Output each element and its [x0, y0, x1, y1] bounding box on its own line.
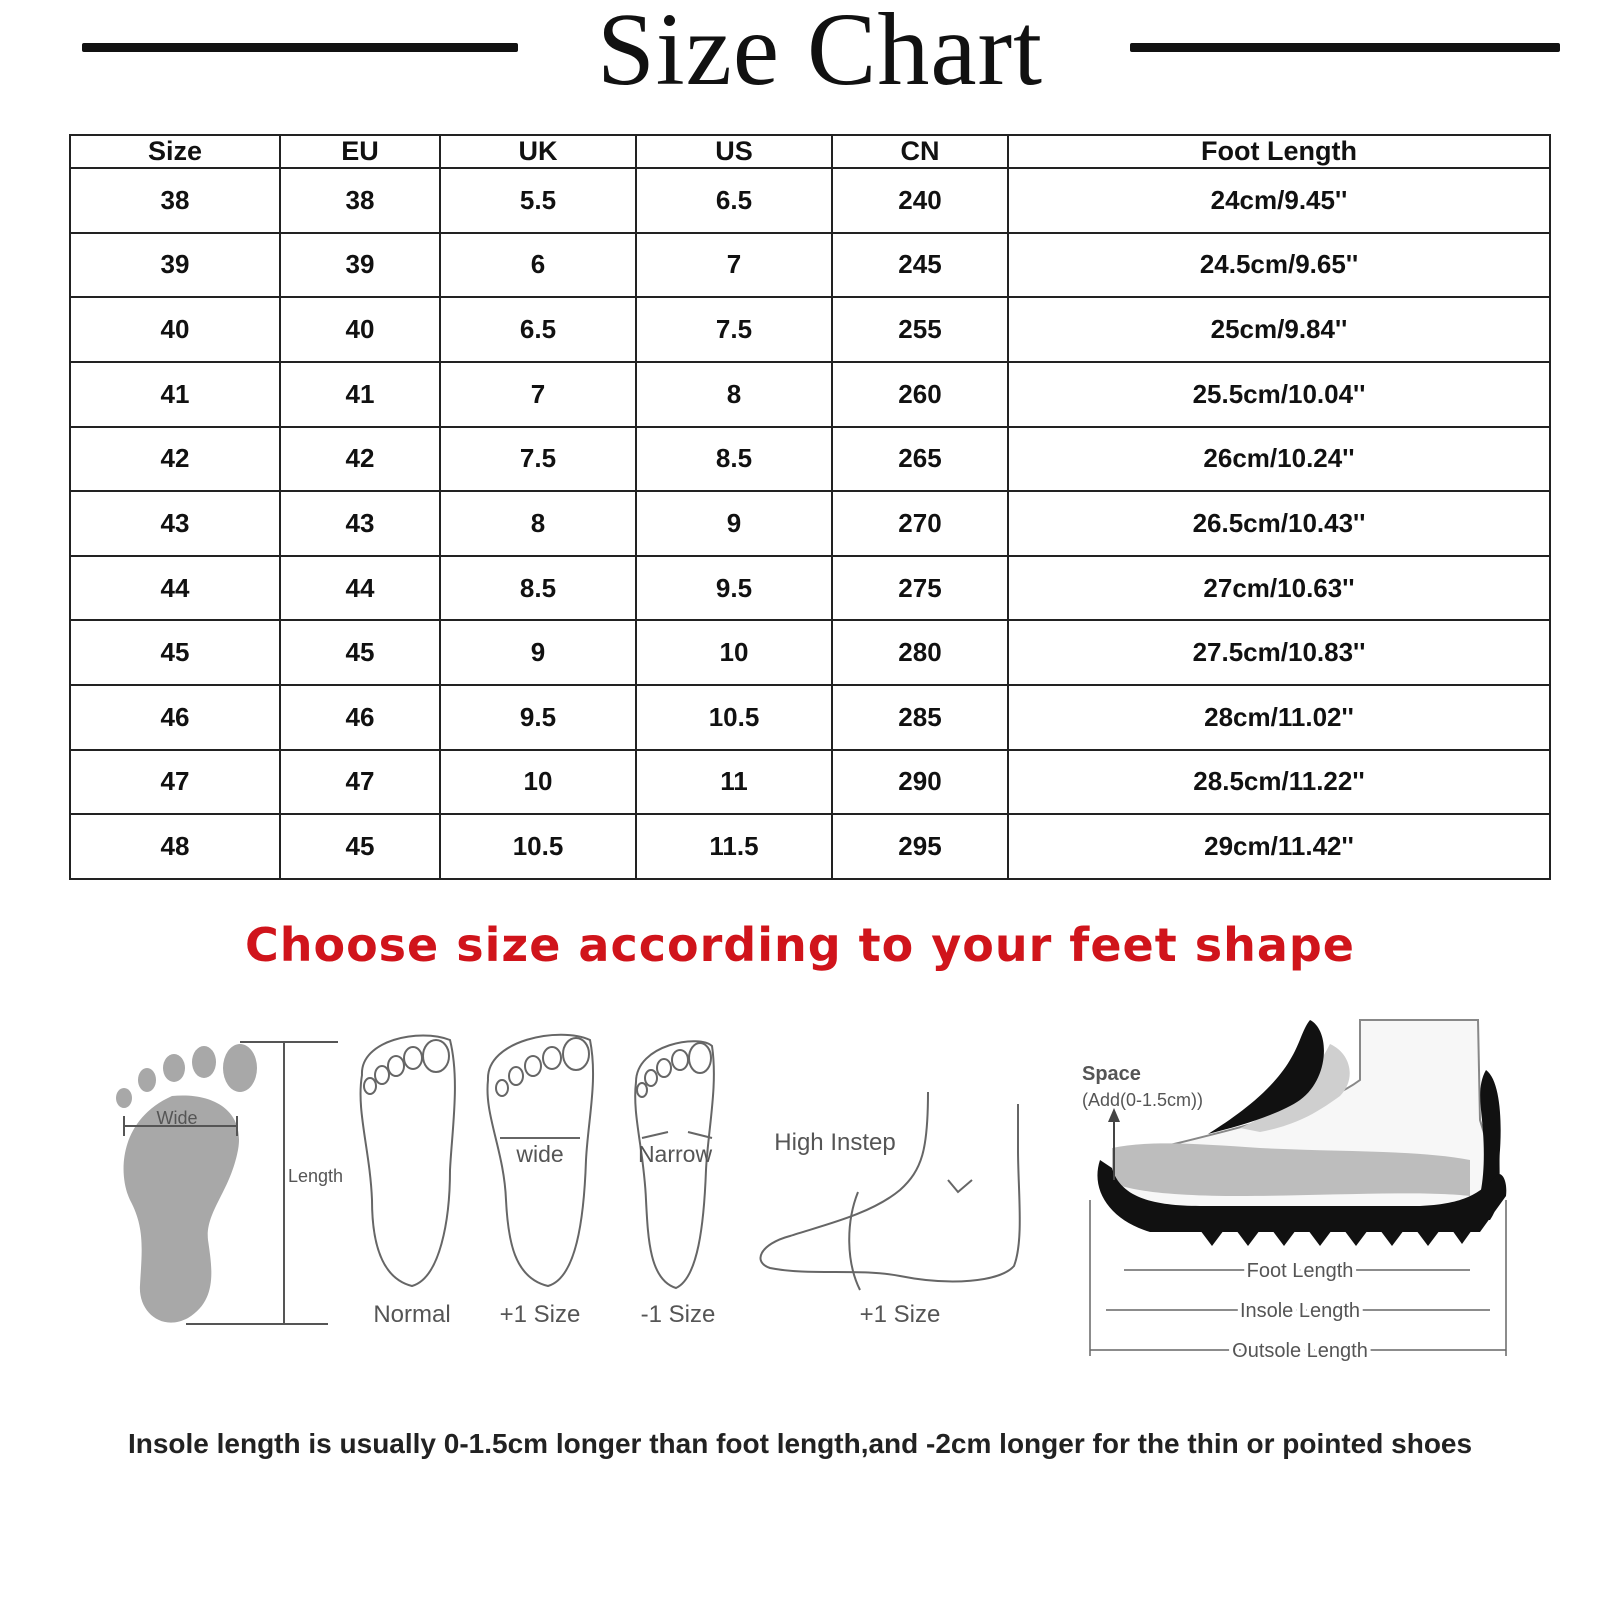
table-cell: 5.5	[440, 168, 636, 233]
table-cell: 24.5cm/9.65''	[1008, 233, 1550, 298]
table-cell: 43	[280, 491, 440, 556]
header-us: US	[636, 135, 832, 168]
footprint-illustration	[116, 1042, 343, 1324]
insole-footnote: Insole length is usually 0-1.5cm longer than foot length,and -2cm longer for the thin or pointed shoes	[127, 1428, 1473, 1459]
foot-wide	[487, 1035, 593, 1328]
table-cell: 28cm/11.02''	[1008, 685, 1550, 750]
shoe-cross-section	[1082, 1020, 1506, 1362]
table-cell: 42	[280, 427, 440, 492]
table-cell: 9	[440, 620, 636, 685]
instep-caption: +1 Size	[859, 1301, 941, 1328]
table-cell: 9	[636, 491, 832, 556]
header-foot-length: Foot Length	[1008, 135, 1550, 168]
table-cell: 38	[70, 168, 280, 233]
title-rule-right	[1130, 43, 1560, 52]
table-cell: 11	[636, 750, 832, 815]
title-banner	[0, 0, 1600, 110]
foot-shape-diagrams	[0, 1000, 1600, 1400]
title-rule-left	[82, 43, 518, 52]
table-row	[70, 297, 1550, 362]
table-cell: 25cm/9.84''	[1008, 297, 1550, 362]
table-cell: 280	[832, 620, 1008, 685]
table-cell: 44	[70, 556, 280, 621]
table-cell: 10	[440, 750, 636, 815]
table-cell: 26.5cm/10.43''	[1008, 491, 1550, 556]
shoe-tread	[1200, 1230, 1472, 1246]
foot-normal	[361, 1035, 455, 1328]
table-cell: 11.5	[636, 814, 832, 879]
table-cell: 295	[832, 814, 1008, 879]
header-cn: CN	[832, 135, 1008, 168]
table-row	[70, 491, 1550, 556]
foot-length-dimension: Foot Length	[1246, 1260, 1354, 1282]
table-cell: 41	[280, 362, 440, 427]
table-cell: 29cm/11.42''	[1008, 814, 1550, 879]
foot-normal-caption: Normal	[373, 1301, 451, 1328]
table-cell: 290	[832, 750, 1008, 815]
table-cell: 40	[70, 297, 280, 362]
table-cell: 45	[70, 620, 280, 685]
table-cell: 245	[832, 233, 1008, 298]
table-cell: 260	[832, 362, 1008, 427]
table-cell: 265	[832, 427, 1008, 492]
table-cell: 39	[280, 233, 440, 298]
table-cell: 24cm/9.45''	[1008, 168, 1550, 233]
foot-high-instep	[760, 1092, 1019, 1328]
shoe-space-note: (Add(0-1.5cm))	[1082, 1090, 1204, 1110]
table-row	[70, 168, 1550, 233]
table-cell: 7	[636, 233, 832, 298]
table-cell: 275	[832, 556, 1008, 621]
table-cell: 6.5	[440, 297, 636, 362]
table-cell: 7	[440, 362, 636, 427]
table-cell: 40	[280, 297, 440, 362]
foot-wide-annotation: wide	[516, 1141, 564, 1167]
insole-length-dimension: Insole Length	[1239, 1300, 1361, 1322]
table-cell: 44	[280, 556, 440, 621]
table-cell: 47	[280, 750, 440, 815]
instep-label: High Instep	[774, 1129, 896, 1156]
header-uk: UK	[440, 135, 636, 168]
table-cell: 45	[280, 814, 440, 879]
table-cell: 6	[440, 233, 636, 298]
table-row	[70, 427, 1550, 492]
table-cell: 43	[70, 491, 280, 556]
table-cell: 8	[636, 362, 832, 427]
table-cell: 42	[70, 427, 280, 492]
table-cell: 27.5cm/10.83''	[1008, 620, 1550, 685]
table-cell: 38	[280, 168, 440, 233]
foot-narrow-annotation: Narrow	[637, 1141, 713, 1167]
size-table	[69, 134, 1551, 880]
table-row	[70, 362, 1550, 427]
table-row	[70, 233, 1550, 298]
table-cell: 10	[636, 620, 832, 685]
shoe-space-label: Space	[1082, 1063, 1141, 1085]
table-row	[70, 814, 1550, 879]
table-cell: 26cm/10.24''	[1008, 427, 1550, 492]
table-cell: 45	[280, 620, 440, 685]
table-cell: 27cm/10.63''	[1008, 556, 1550, 621]
table-cell: 46	[70, 685, 280, 750]
table-header-row	[70, 135, 1550, 168]
table-cell: 9.5	[440, 685, 636, 750]
page-title: Size Chart	[596, 0, 1044, 107]
outsole-length-dimension: Outsole Length	[1232, 1340, 1368, 1362]
foot-narrow	[635, 1041, 715, 1328]
table-cell: 10.5	[440, 814, 636, 879]
table-row	[70, 556, 1550, 621]
table-cell: 7.5	[636, 297, 832, 362]
foot-narrow-caption: -1 Size	[640, 1301, 716, 1328]
footprint-sole	[124, 1095, 239, 1322]
table-cell: 285	[832, 685, 1008, 750]
table-cell: 8.5	[636, 427, 832, 492]
header-size: Size	[70, 135, 280, 168]
table-cell: 10.5	[636, 685, 832, 750]
table-cell: 48	[70, 814, 280, 879]
table-row	[70, 620, 1550, 685]
table-cell: 255	[832, 297, 1008, 362]
table-cell: 25.5cm/10.04''	[1008, 362, 1550, 427]
table-cell: 240	[832, 168, 1008, 233]
footprint-wide-label: Wide	[156, 1108, 198, 1128]
table-row	[70, 685, 1550, 750]
table-cell: 9.5	[636, 556, 832, 621]
table-cell: 8.5	[440, 556, 636, 621]
shape-headline: Choose size according to your feet shape	[244, 918, 1356, 972]
footprint-length-label: Length	[288, 1166, 344, 1186]
table-body	[70, 168, 1550, 879]
table-cell: 7.5	[440, 427, 636, 492]
table-cell: 28.5cm/11.22''	[1008, 750, 1550, 815]
table-cell: 41	[70, 362, 280, 427]
table-cell: 46	[280, 685, 440, 750]
table-cell: 39	[70, 233, 280, 298]
diagram-canvas	[0, 1000, 1600, 1400]
table-cell: 270	[832, 491, 1008, 556]
foot-wide-caption: +1 Size	[499, 1301, 581, 1328]
table-row	[70, 750, 1550, 815]
table-cell: 6.5	[636, 168, 832, 233]
header-eu: EU	[280, 135, 440, 168]
table-cell: 8	[440, 491, 636, 556]
table-cell: 47	[70, 750, 280, 815]
